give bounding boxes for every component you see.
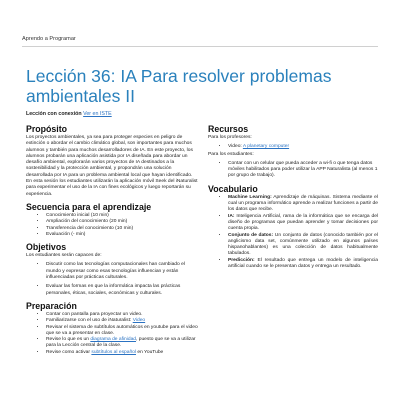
secuencia-heading: Secuencia para el aprendizaje [26,201,152,212]
item-text: Familiarizarse con el uso de iNaturalist: [46,318,133,324]
list-item [228,258,378,271]
list-item [228,233,378,258]
list-item: • Discutir como las tecnologías computacionales han cambiado el mundo y expresar como esas tecnologías influencian y están influenciadas por prácticas culturales. [46,262,198,281]
item-text: Revise lo que es un [46,337,91,343]
item-text: Contar con pantalla para proyectar un video. [46,311,143,317]
header-divider [22,46,378,47]
objetivos-section [26,242,198,297]
header-label: Aprendo a Programar [22,36,76,42]
list-item: • Evaluación (- min) [46,232,198,238]
objetivos-intro: Los estudiantes serán capaces de: [26,253,102,259]
list-item: • Conocimiento inicial (10 min) [46,213,198,219]
diagrama-afinidad-link[interactable]: diagrama de afinidad [90,337,137,343]
list-item: • Transferencia del conocimiento (10 min) [46,226,198,232]
list-item [46,350,198,356]
definition: El resultado que entrega un modelo de inteligencia artificial cuando se le presentan datos y entrega un resultado. [228,257,378,270]
planetary-computer-link[interactable]: A planetary computer [242,144,290,150]
vocabulario-heading: Vocabulario [208,183,258,194]
list-item [228,195,378,214]
proposito-section [26,124,198,198]
vocabulario-list [208,195,378,271]
item-text: Revisar el sistema de subtítulos automáticos en youtube para el video que se va a presentar en clase. [46,324,198,336]
item-text: Video: [228,144,243,150]
preparacion-heading: Preparación [26,300,77,311]
definition: Un conjunto de datos (conocido también por el anglicismo data set, comúnmente utilizado en algunos países hispanohablantes) es una colección de datos habitualmente tabulados. [228,232,378,257]
video-link[interactable]: Video [132,318,146,324]
list-item [228,144,378,150]
item-text: en YouTube [135,349,164,355]
connection-label: Lección con conexión [26,111,82,117]
profesores-list [208,144,378,150]
profesores-label: Para los profesores: [208,135,252,140]
estudiantes-list [208,161,378,180]
list-item: • Contar con un celular que pueda acceder a wi-fi o que tenga datos móviles habilitados para poder utilizar la APP Naturalista (al menos 1 por grupo de trabajo). [228,161,378,180]
list-item [46,325,198,338]
item-text: , puesto que se va a utilizar para la Lección central de la clase. [46,337,196,349]
subtitulos-link[interactable]: subtítulos al español [91,349,136,355]
proposito-paragraph-2: En esta sesión los estudiantes utilizarán la aplicación móvil Seek del iNaturalist para experimentar el uso de la IA con fines ecológicos y luego reportarán su experiencia. [26,179,198,197]
iste-link[interactable]: Ver en ISTE [83,111,112,117]
term: Machine Learning: [228,194,272,200]
preparacion-list [26,312,198,356]
page-title: Lección 36: IA Para resolver problemas ambientales II [26,66,332,106]
connection-line [26,111,112,117]
preparacion-section [26,301,198,356]
secuencia-section [26,202,198,238]
recursos-heading: Recursos [208,124,249,134]
list-item [46,337,198,350]
secuencia-list [26,213,198,238]
right-column [208,124,378,274]
list-item: • Ampliación del conocimiento (20 min) [46,219,198,225]
list-item: • Evaluar las formas en que la informática impacta las prácticas personales, éticas, sociales, económicas y culturales. [46,284,198,297]
recursos-section [208,124,378,180]
left-column [26,124,198,360]
term: Predicción: [228,257,255,263]
proposito-paragraph-1: Los proyectos ambientales, ya sea para proteger especies en peligro de extinción o abordar el cambio climático global, son importantes para muchos alumnos y también para muchos desarrolladores de IA. En este proyecto, los alumnos probarán una aplicación asistida por IA diseñada para abordar un desafío ambiental, explorarán varios proyectos de IA destinados a la sostenibilidad y la protección ambiental, y propondrán una solución desarrollada por IA para un problema ambiental local que hayan identificado. [26,135,193,178]
proposito-heading: Propósito [26,124,68,134]
vocabulario-section [208,184,378,271]
estudiantes-label: Para los estudiantes: [208,151,254,157]
definition: Aprendizaje de máquinas. Sistema mediante el cual un programa informático aprende a realizar funciones a partir de los datos que recibe. [228,194,378,213]
list-item [228,214,378,233]
term: Conjunto de datos: [228,232,274,238]
objetivos-list [26,262,198,296]
objetivos-heading: Objetivos [26,242,67,253]
definition: Inteligencia Artificial, rama de la informática que se encarga del diseño de programas que puedan aprender y tomar decisiones por cuenta propia. [228,213,378,232]
term: IA: [228,213,235,219]
item-text: Revise como activar [46,349,92,355]
